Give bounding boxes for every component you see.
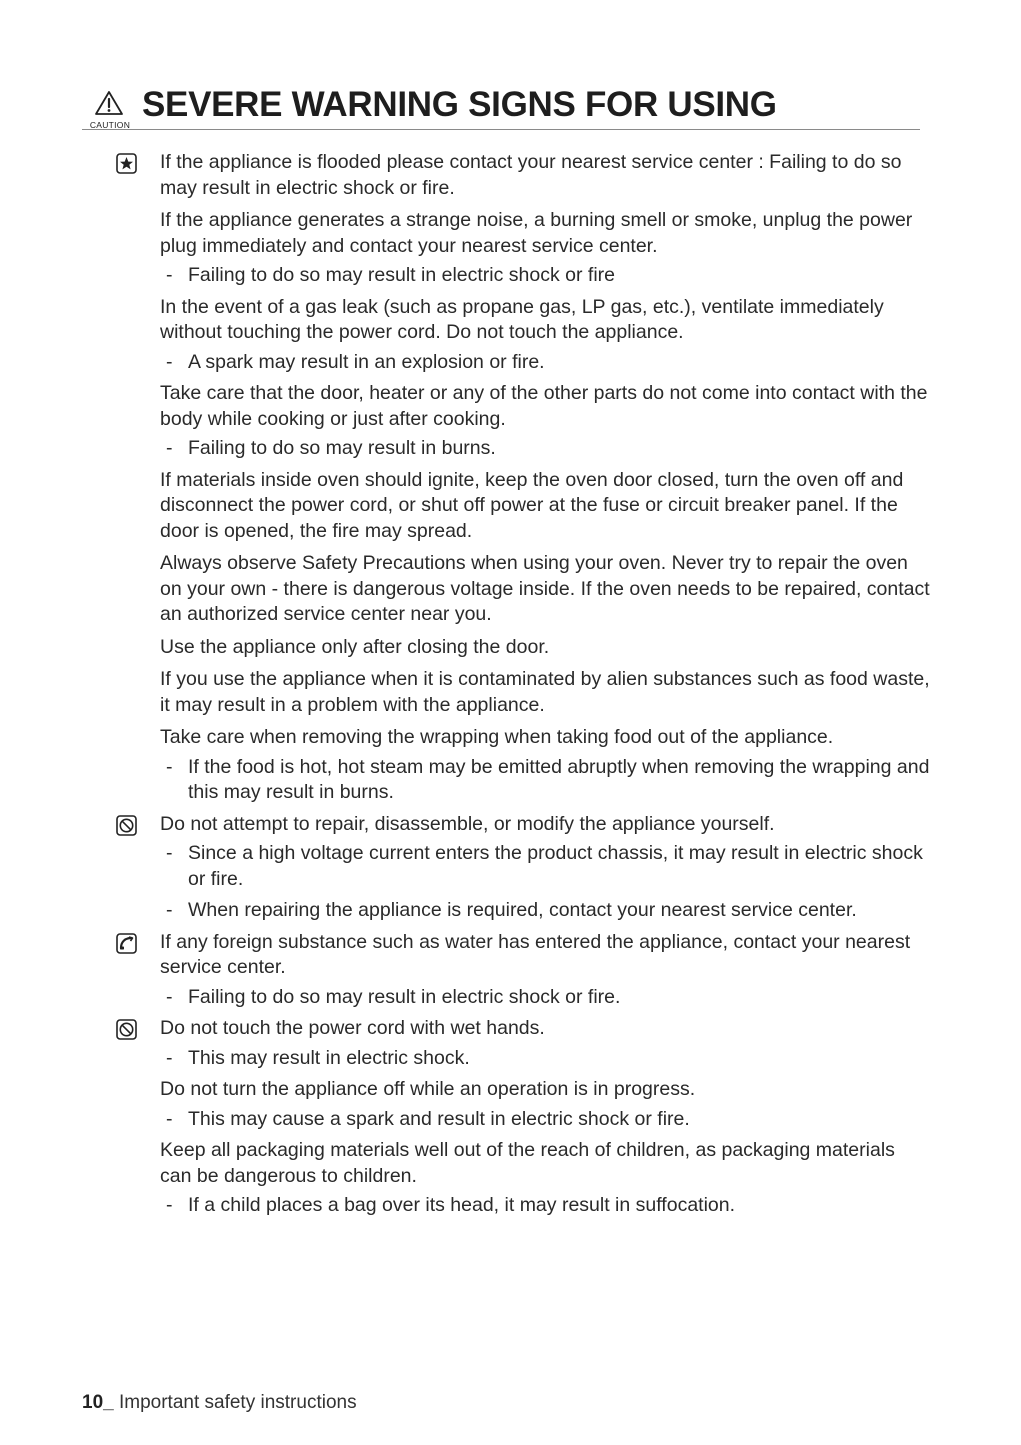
dash-bullet: - bbox=[166, 842, 173, 864]
warning-item-text: Use the appliance only after closing the door. bbox=[160, 635, 550, 658]
warning-item bbox=[160, 812, 930, 838]
page-header bbox=[82, 82, 920, 132]
warning-item-text: Do not touch the power cord with wet hands. bbox=[160, 1017, 545, 1039]
warning-item bbox=[160, 381, 930, 432]
warning-item-text: If any foreign substance such as water has entered the appliance, contact your nearest service center. bbox=[160, 930, 911, 978]
warning-item-text: Always observe Safety Precautions when using your oven. Never try to repair the oven on your own - there is dangerous voltage inside. If the oven needs to be repaired, contact an authorized service center near you. bbox=[160, 552, 930, 625]
warning-item bbox=[160, 551, 930, 628]
warning-detail bbox=[160, 263, 930, 289]
section-title: Important safety instructions bbox=[118, 1392, 357, 1413]
caution-triangle-icon bbox=[94, 90, 124, 117]
warning-detail bbox=[160, 1046, 930, 1072]
warning-detail-text: If the food is hot, hot steam may be emitted abruptly when removing the wrapping and this may result in burns. bbox=[188, 755, 930, 803]
warning-detail-text: Failing to do so may result in electric shock or fire. bbox=[188, 985, 621, 1008]
warning-item bbox=[160, 295, 930, 346]
star-icon bbox=[116, 153, 137, 174]
page-footer bbox=[82, 1392, 357, 1414]
warning-detail-text: If a child places a bag over its head, it may result in suffocation. bbox=[188, 1194, 736, 1216]
warning-detail-text: A spark may result in an explosion or fire. bbox=[188, 350, 545, 373]
prohibited-icon bbox=[116, 1019, 137, 1040]
dash-bullet: - bbox=[166, 264, 173, 286]
warning-item-text: Do not turn the appliance off while an operation is in progress. bbox=[160, 1078, 696, 1100]
warning-item-text: If you use the appliance when it is contaminated by alien substances such as food waste, it may result in a problem with the appliance. bbox=[160, 668, 930, 716]
warning-item-text: If the appliance generates a strange noise, a burning smell or smoke, unplug the power plug immediately and contact your nearest service center. bbox=[160, 209, 913, 257]
warning-detail bbox=[160, 436, 930, 462]
title-divider bbox=[82, 129, 920, 130]
dash-bullet: - bbox=[166, 437, 173, 459]
warning-detail bbox=[160, 985, 930, 1011]
warning-item bbox=[160, 208, 930, 259]
warning-item-text: If the appliance is flooded please contact your nearest service center : Failing to do so may result in electric shock or fire. bbox=[160, 151, 902, 199]
warning-item-text: Do not attempt to repair, disassemble, or modify the appliance yourself. bbox=[160, 812, 775, 835]
contact-service-icon bbox=[116, 933, 137, 954]
warning-item-text: Take care that the door, heater or any of the other parts do not come into contact with the body while cooking or just after cooking. bbox=[160, 382, 928, 430]
warning-item-text: If materials inside oven should ignite, keep the oven door closed, turn the oven off and disconnect the power cord, or shut off power at the fuse or circuit breaker panel. If the door is opened, the fire may spread. bbox=[160, 468, 904, 542]
warning-item bbox=[160, 150, 930, 201]
warning-detail-text: Since a high voltage current enters the product chassis, it may result in electric shock or fire. bbox=[188, 842, 923, 890]
warning-detail bbox=[160, 841, 930, 892]
warning-detail bbox=[160, 898, 930, 924]
warning-detail bbox=[160, 1193, 930, 1219]
caution-block bbox=[82, 90, 138, 130]
warning-detail-text: This may result in electric shock. bbox=[188, 1046, 470, 1069]
warning-item-text: Take care when removing the wrapping when taking food out of the appliance. bbox=[160, 726, 834, 748]
warning-item bbox=[160, 930, 930, 981]
warning-item bbox=[160, 1138, 930, 1189]
warning-detail bbox=[160, 1107, 930, 1133]
warning-item bbox=[160, 725, 930, 751]
dash-bullet: - bbox=[166, 1107, 173, 1130]
warning-item bbox=[160, 1077, 930, 1103]
page-title: SEVERE WARNING SIGNS FOR USING bbox=[142, 85, 777, 124]
dash-bullet: - bbox=[166, 985, 173, 1008]
dash-bullet: - bbox=[166, 1046, 173, 1069]
warning-item bbox=[160, 635, 930, 661]
page-number: 10_ bbox=[82, 1392, 114, 1413]
warning-item bbox=[160, 1016, 930, 1042]
warning-detail bbox=[160, 755, 930, 806]
dash-bullet: - bbox=[166, 350, 173, 373]
warning-detail bbox=[160, 350, 930, 376]
warning-detail-text: Failing to do so may result in electric shock or fire bbox=[188, 264, 616, 286]
warning-item bbox=[160, 468, 930, 545]
warning-detail-text: This may cause a spark and result in electric shock or fire. bbox=[188, 1107, 690, 1130]
dash-bullet: - bbox=[166, 755, 173, 778]
warning-detail-text: Failing to do so may result in burns. bbox=[188, 437, 496, 459]
dash-bullet: - bbox=[166, 899, 173, 921]
warning-list bbox=[160, 150, 930, 1225]
warning-detail-text: When repairing the appliance is required, contact your nearest service center. bbox=[188, 899, 857, 921]
prohibited-icon bbox=[116, 815, 137, 836]
warning-item-text: In the event of a gas leak (such as propane gas, LP gas, etc.), ventilate immediately without touching the power cord. Do not touch the appliance. bbox=[160, 295, 884, 343]
caution-label: CAUTION bbox=[89, 120, 131, 130]
dash-bullet: - bbox=[166, 1194, 173, 1216]
warning-item bbox=[160, 667, 930, 718]
warning-item-text: Keep all packaging materials well out of the reach of children, as packaging materials can be dangerous to children. bbox=[160, 1139, 895, 1187]
